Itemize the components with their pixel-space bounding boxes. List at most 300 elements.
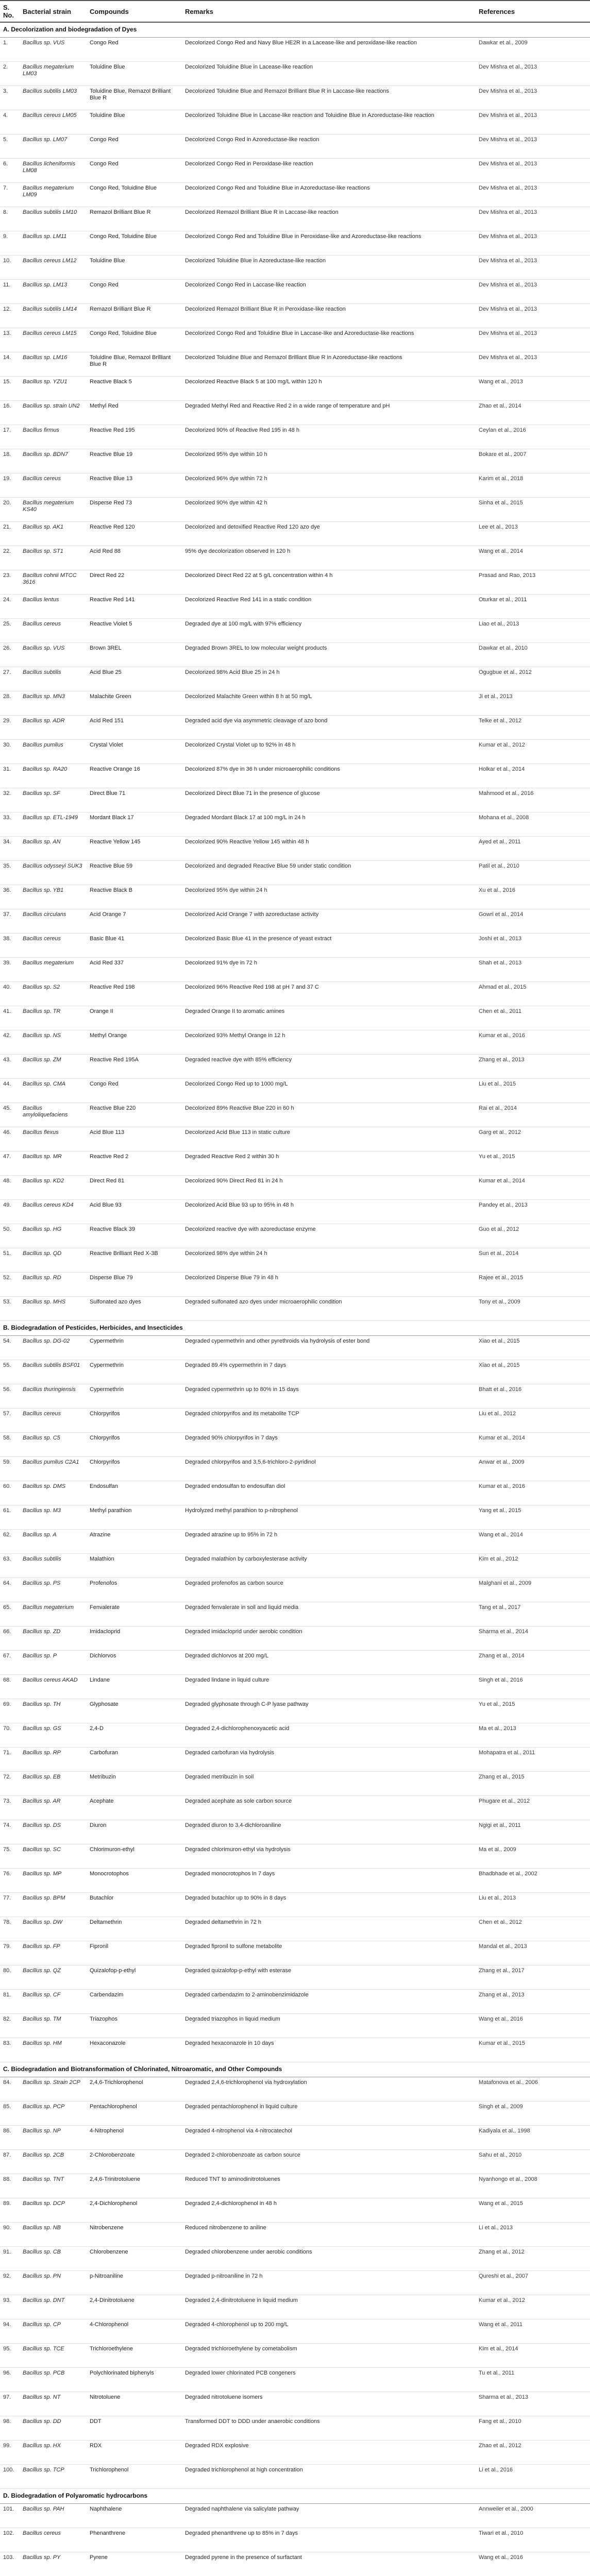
table-row	[0, 1990, 590, 2014]
cell-reference: Anwar et al., 2009	[476, 1457, 590, 1481]
cell-reference: Qureshi et al., 2007	[476, 2271, 590, 2295]
cell-sno: 47.	[0, 1151, 20, 1176]
cell-reference: Xiao et al., 2015	[476, 1336, 590, 1360]
cell-remarks: Decolorized Direct Red 22 at 5 g/L concentration within 4 h	[182, 570, 476, 595]
cell-sno: 94.	[0, 2319, 20, 2344]
cell-compound: Chlorpyrifos	[87, 1409, 182, 1433]
cell-bacterial-strain: Bacillus sp. DS	[20, 1820, 87, 1844]
cell-reference: Shah et al., 2013	[476, 958, 590, 982]
table-row	[0, 2174, 590, 2198]
cell-bacterial-strain: Bacillus sp. LM16	[20, 352, 87, 377]
cell-reference: Ngigi et al., 2011	[476, 1820, 590, 1844]
table-row	[0, 2392, 590, 2416]
cell-compound: Acephate	[87, 1796, 182, 1820]
table-row	[0, 1006, 590, 1030]
cell-remarks: Decolorized 96% Reactive Red 198 at pH 7 and 37 C	[182, 982, 476, 1006]
cell-reference: Kumar et al., 2012	[476, 2295, 590, 2319]
cell-bacterial-strain: Bacillus sp. DCP	[20, 2198, 87, 2223]
cell-sno: 56.	[0, 1384, 20, 1409]
cell-reference: Zhang et al., 2015	[476, 1772, 590, 1796]
table-row	[0, 1941, 590, 1965]
table-row	[0, 619, 590, 643]
cell-bacterial-strain: Bacillus megaterium LM03	[20, 62, 87, 86]
cell-reference: Zhao et al., 2012	[476, 2441, 590, 2465]
cell-remarks: Degraded carbendazim to 2-aminobenzimidazole	[182, 1990, 476, 2014]
cell-remarks: Degraded chlorobenzene under aerobic conditions	[182, 2247, 476, 2271]
cell-sno: 8.	[0, 207, 20, 231]
table-row	[0, 1675, 590, 1699]
table-row	[0, 667, 590, 691]
cell-sno: 25.	[0, 619, 20, 643]
cell-reference: Kumar et al., 2012	[476, 740, 590, 764]
cell-remarks: Degraded imidacloprid under aerobic condition	[182, 1626, 476, 1651]
cell-reference: Zhang et al., 2012	[476, 2247, 590, 2271]
cell-bacterial-strain: Bacillus cereus LM15	[20, 328, 87, 352]
cell-bacterial-strain: Bacillus odysseyi SUK3	[20, 861, 87, 885]
cell-reference: Liu et al., 2012	[476, 1409, 590, 1433]
cell-sno: 61.	[0, 1505, 20, 1530]
cell-bacterial-strain: Bacillus firmus	[20, 425, 87, 449]
cell-compound: Acid Red 337	[87, 958, 182, 982]
cell-sno: 9.	[0, 231, 20, 256]
table-row	[0, 1176, 590, 1200]
table-row	[0, 2465, 590, 2489]
cell-sno: 92.	[0, 2271, 20, 2295]
cell-sno: 37.	[0, 909, 20, 934]
cell-compound: Direct Red 81	[87, 1176, 182, 1200]
cell-bacterial-strain: Bacillus subtilis	[20, 667, 87, 691]
cell-bacterial-strain: Bacillus subtilis BSF01	[20, 1360, 87, 1384]
cell-sno: 59.	[0, 1457, 20, 1481]
cell-reference: Tony et al., 2009	[476, 1297, 590, 1321]
table-row	[0, 982, 590, 1006]
cell-sno: 31.	[0, 764, 20, 788]
table-row	[0, 1869, 590, 1893]
cell-bacterial-strain: Bacillus sp. QD	[20, 1248, 87, 1273]
cell-compound: Reactive Yellow 145	[87, 837, 182, 861]
cell-reference: Holkar et al., 2014	[476, 764, 590, 788]
table-row	[0, 1651, 590, 1675]
cell-remarks: Degraded triazophos in liquid medium	[182, 2014, 476, 2038]
table-row	[0, 473, 590, 498]
cell-remarks: Decolorized 90% Direct Red 81 in 24 h	[182, 1176, 476, 1200]
cell-remarks: Decolorized 87% dye in 36 h under microaerophilic conditions	[182, 764, 476, 788]
cell-bacterial-strain: Bacillus sp. VUS	[20, 38, 87, 62]
cell-sno: 27.	[0, 667, 20, 691]
cell-bacterial-strain: Bacillus sp. CB	[20, 2247, 87, 2271]
cell-sno: 93.	[0, 2295, 20, 2319]
cell-sno: 95.	[0, 2344, 20, 2368]
table-row	[0, 280, 590, 304]
cell-sno: 60.	[0, 1481, 20, 1505]
cell-remarks: Decolorized and degraded Reactive Blue 59 under static condition	[182, 861, 476, 885]
cell-reference: Bokare et al., 2007	[476, 449, 590, 473]
table-row	[0, 1844, 590, 1869]
cell-reference: Dev Mishra et al., 2013	[476, 304, 590, 328]
cell-sno: 98.	[0, 2416, 20, 2441]
cell-remarks: Degraded Mordant Black 17 at 100 mg/L in 24 h	[182, 812, 476, 837]
cell-remarks: Decolorized 95% dye within 24 h	[182, 885, 476, 909]
cell-reference: Telke et al., 2012	[476, 716, 590, 740]
cell-sno: 75.	[0, 1844, 20, 1869]
cell-sno: 77.	[0, 1893, 20, 1917]
section-header-row	[0, 1321, 590, 1336]
cell-remarks: Decolorized 96% dye within 72 h	[182, 473, 476, 498]
cell-sno: 100.	[0, 2465, 20, 2489]
cell-reference: Annweiler et al., 2000	[476, 2504, 590, 2528]
cell-bacterial-strain: Bacillus sp. TCE	[20, 2344, 87, 2368]
table-row	[0, 1457, 590, 1481]
cell-remarks: Decolorized 90% of Reactive Red 195 in 48 h	[182, 425, 476, 449]
cell-remarks: Degraded quizalofop-p-ethyl with esterase	[182, 1965, 476, 1990]
cell-bacterial-strain: Bacillus sp. KD2	[20, 1176, 87, 1200]
section-title: D. Biodegradation of Polyaromatic hydrocarbons	[0, 2489, 590, 2504]
cell-bacterial-strain: Bacillus sp. SF	[20, 788, 87, 812]
cell-compound: Carbendazim	[87, 1990, 182, 2014]
cell-remarks: Degraded reactive dye with 85% efficiency	[182, 1055, 476, 1079]
cell-reference: Singh et al., 2016	[476, 1675, 590, 1699]
header-references: References	[476, 1, 590, 22]
cell-sno: 49.	[0, 1200, 20, 1224]
cell-sno: 17.	[0, 425, 20, 449]
cell-remarks: Degraded Reactive Red 2 within 30 h	[182, 1151, 476, 1176]
table-row	[0, 1965, 590, 1990]
cell-reference: Guo et al., 2012	[476, 1224, 590, 1248]
cell-sno: 68.	[0, 1675, 20, 1699]
cell-compound: Congo Red	[87, 38, 182, 62]
cell-reference: Nyanhongo et al., 2008	[476, 2174, 590, 2198]
cell-remarks: Degraded sulfonated azo dyes under microaerophilic condition	[182, 1297, 476, 1321]
cell-sno: 33.	[0, 812, 20, 837]
cell-remarks: Decolorized Congo Red in Peroxidase-like reaction	[182, 159, 476, 183]
cell-compound: Cypermethrin	[87, 1384, 182, 1409]
cell-compound: Atrazine	[87, 1530, 182, 1554]
cell-bacterial-strain: Bacillus sp. HG	[20, 1224, 87, 1248]
cell-bacterial-strain: Bacillus cereus LM12	[20, 256, 87, 280]
cell-reference: Kadiyala et al., 1998	[476, 2126, 590, 2150]
cell-remarks: Decolorized 93% Methyl Orange in 12 h	[182, 1030, 476, 1055]
table-row	[0, 837, 590, 861]
table-body	[0, 22, 590, 2576]
cell-compound: Butachlor	[87, 1893, 182, 1917]
cell-bacterial-strain: Bacillus megaterium	[20, 1602, 87, 1626]
table-row	[0, 1248, 590, 1273]
cell-bacterial-strain: Bacillus sp. PCP	[20, 2102, 87, 2126]
cell-reference: Rai et al., 2014	[476, 1103, 590, 1127]
table-row	[0, 1893, 590, 1917]
cell-sno: 91.	[0, 2247, 20, 2271]
table-row	[0, 1723, 590, 1748]
cell-reference: Dev Mishra et al., 2013	[476, 231, 590, 256]
cell-compound: Dichlorvos	[87, 1651, 182, 1675]
cell-compound: Reactive Brilliant Red X-3B	[87, 1248, 182, 1273]
cell-remarks: Decolorized 90% Reactive Yellow 145 within 48 h	[182, 837, 476, 861]
table-row	[0, 2038, 590, 2062]
cell-compound: Chlorimuron-ethyl	[87, 1844, 182, 1869]
cell-compound: Imidacloprid	[87, 1626, 182, 1651]
cell-bacterial-strain: Bacillus sp. LM07	[20, 134, 87, 159]
table-row	[0, 231, 590, 256]
cell-compound: Glyphosate	[87, 1699, 182, 1723]
cell-remarks: Reduced nitrobenzene to aniline	[182, 2223, 476, 2247]
cell-compound: Reactive Violet 5	[87, 619, 182, 643]
cell-sno: 14.	[0, 352, 20, 377]
cell-reference: Dev Mishra et al., 2013	[476, 183, 590, 207]
cell-remarks: Decolorized reactive dye with azoreductase enzyme	[182, 1224, 476, 1248]
cell-bacterial-strain: Bacillus cohnii MTCC 3616	[20, 570, 87, 595]
cell-bacterial-strain: Bacillus cereus LM05	[20, 110, 87, 134]
table-row	[0, 788, 590, 812]
cell-remarks: Decolorized Malachite Green within 8 h at 50 mg/L	[182, 691, 476, 716]
table-row	[0, 1079, 590, 1103]
cell-bacterial-strain: Bacillus sp. M3	[20, 1505, 87, 1530]
cell-sno: 5.	[0, 134, 20, 159]
cell-sno: 4.	[0, 110, 20, 134]
table-row	[0, 1505, 590, 1530]
cell-reference: Dawkar et al., 2009	[476, 38, 590, 62]
cell-bacterial-strain: Bacillus sp. A	[20, 1530, 87, 1554]
cell-bacterial-strain: Bacillus sp. MR	[20, 1151, 87, 1176]
cell-remarks: Decolorized Toluidine Blue in Laccase-like reaction and Toluidine Blue in Azoreductase-like reaction	[182, 110, 476, 134]
cell-reference: Liu et al., 2013	[476, 1893, 590, 1917]
cell-remarks: Degraded 89.4% cypermethrin in 7 days	[182, 1360, 476, 1384]
cell-reference: Chen et al., 2011	[476, 1006, 590, 1030]
cell-sno: 72.	[0, 1772, 20, 1796]
cell-sno: 96.	[0, 2368, 20, 2392]
table-row	[0, 1578, 590, 1602]
table-row	[0, 159, 590, 183]
section-title: B. Biodegradation of Pesticides, Herbicides, and Insecticides	[0, 1321, 590, 1336]
cell-sno: 20.	[0, 498, 20, 522]
cell-bacterial-strain: Bacillus sp. PAH	[20, 2504, 87, 2528]
cell-sno: 7.	[0, 183, 20, 207]
cell-sno: 80.	[0, 1965, 20, 1990]
cell-bacterial-strain: Bacillus circulans	[20, 909, 87, 934]
table-row	[0, 2528, 590, 2552]
cell-bacterial-strain: Bacillus sp. RP	[20, 1748, 87, 1772]
table-row	[0, 2319, 590, 2344]
cell-reference: Li et al., 2013	[476, 2223, 590, 2247]
cell-remarks: Degraded 4-chlorophenol up to 200 mg/L	[182, 2319, 476, 2344]
cell-reference: Sharma et al., 2014	[476, 1626, 590, 1651]
cell-bacterial-strain: Bacillus sp. EB	[20, 1772, 87, 1796]
cell-sno: 55.	[0, 1360, 20, 1384]
cell-sno: 16.	[0, 401, 20, 425]
cell-sno: 97.	[0, 2392, 20, 2416]
table-row	[0, 256, 590, 280]
cell-bacterial-strain: Bacillus sp. PY	[20, 2552, 87, 2576]
cell-compound: Congo Red	[87, 280, 182, 304]
cell-bacterial-strain: Bacillus sp. DD	[20, 2416, 87, 2441]
cell-remarks: Degraded glyphosate through C-P lyase pathway	[182, 1699, 476, 1723]
cell-reference: Ma et al., 2009	[476, 1844, 590, 1869]
cell-compound: Direct Red 22	[87, 570, 182, 595]
cell-reference: Yu et al., 2015	[476, 1699, 590, 1723]
cell-remarks: Decolorized Toluidine Blue and Remazol Brilliant Blue R in Azoreductase-like reactions	[182, 352, 476, 377]
cell-reference: Wang et al., 2013	[476, 377, 590, 401]
table-row	[0, 1297, 590, 1321]
cell-compound: Toluidine Blue, Remazol Brilliant Blue R	[87, 352, 182, 377]
cell-reference: Phugare et al., 2012	[476, 1796, 590, 1820]
cell-sno: 36.	[0, 885, 20, 909]
table-row	[0, 934, 590, 958]
table-row	[0, 958, 590, 982]
cell-bacterial-strain: Bacillus lentus	[20, 595, 87, 619]
cell-reference: Prasad and Rao, 2013	[476, 570, 590, 595]
cell-reference: Wang et al., 2014	[476, 546, 590, 570]
cell-reference: Kumar et al., 2014	[476, 1176, 590, 1200]
cell-compound: Congo Red	[87, 1079, 182, 1103]
cell-sno: 29.	[0, 716, 20, 740]
section-header-row	[0, 2489, 590, 2504]
cell-remarks: Degraded 2-chlorobenzoate as carbon source	[182, 2150, 476, 2174]
cell-bacterial-strain: Bacillus sp. P	[20, 1651, 87, 1675]
cell-sno: 19.	[0, 473, 20, 498]
cell-reference: Dev Mishra et al., 2013	[476, 86, 590, 110]
cell-compound: Congo Red, Toluidine Blue	[87, 231, 182, 256]
cell-reference: Sun et al., 2014	[476, 1248, 590, 1273]
cell-bacterial-strain: Bacillus sp. C5	[20, 1433, 87, 1457]
cell-remarks: Decolorized Basic Blue 41 in the presence of yeast extract	[182, 934, 476, 958]
cell-remarks: Degraded acid dye via asymmetric cleavage of azo bond	[182, 716, 476, 740]
cell-bacterial-strain: Bacillus cereus	[20, 473, 87, 498]
cell-compound: Crystal Violet	[87, 740, 182, 764]
cell-sno: 99.	[0, 2441, 20, 2465]
table-row	[0, 2504, 590, 2528]
cell-bacterial-strain: Bacillus megaterium KS40	[20, 498, 87, 522]
table-row	[0, 861, 590, 885]
cell-compound: Reactive Blue 19	[87, 449, 182, 473]
cell-sno: 88.	[0, 2174, 20, 2198]
table-row	[0, 425, 590, 449]
cell-sno: 103.	[0, 2552, 20, 2576]
cell-reference: Wang et al., 2014	[476, 1530, 590, 1554]
cell-sno: 69.	[0, 1699, 20, 1723]
cell-reference: Ahmad et al., 2015	[476, 982, 590, 1006]
cell-bacterial-strain: Bacillus subtilis LM14	[20, 304, 87, 328]
cell-reference: Wang et al., 2011	[476, 2319, 590, 2344]
cell-reference: Sahu et al., 2010	[476, 2150, 590, 2174]
cell-bacterial-strain: Bacillus subtilis LM10	[20, 207, 87, 231]
cell-bacterial-strain: Bacillus licheniformis LM08	[20, 159, 87, 183]
cell-remarks: Degraded 2,4,6-trichlorophenol via hydroxylation	[182, 2077, 476, 2102]
cell-bacterial-strain: Bacillus sp. NS	[20, 1030, 87, 1055]
cell-compound: Reactive Black 39	[87, 1224, 182, 1248]
cell-compound: Toluidine Blue, Remazol Brilliant Blue R	[87, 86, 182, 110]
cell-sno: 32.	[0, 788, 20, 812]
cell-reference: Dev Mishra et al., 2013	[476, 207, 590, 231]
cell-reference: Tu et al., 2011	[476, 2368, 590, 2392]
table-row	[0, 885, 590, 909]
cell-sno: 2.	[0, 62, 20, 86]
cell-bacterial-strain: Bacillus sp. ADR	[20, 716, 87, 740]
cell-compound: 2,4,6-Trichlorophenol	[87, 2077, 182, 2102]
cell-sno: 76.	[0, 1869, 20, 1893]
table-row	[0, 1820, 590, 1844]
cell-compound: Acid Red 151	[87, 716, 182, 740]
cell-remarks: Reduced TNT to aminodinitrotoluenes	[182, 2174, 476, 2198]
cell-bacterial-strain: Bacillus cereus	[20, 1409, 87, 1433]
cell-bacterial-strain: Bacillus sp. DMS	[20, 1481, 87, 1505]
cell-bacterial-strain: Bacillus sp. MP	[20, 1869, 87, 1893]
table-row	[0, 2150, 590, 2174]
cell-compound: Fipronil	[87, 1941, 182, 1965]
cell-bacterial-strain: Bacillus sp. Strain 2CP	[20, 2077, 87, 2102]
cell-remarks: Decolorized 98% dye within 24 h	[182, 1248, 476, 1273]
cell-reference: Karim et al., 2018	[476, 473, 590, 498]
cell-sno: 26.	[0, 643, 20, 667]
cell-reference: Liu et al., 2015	[476, 1079, 590, 1103]
cell-bacterial-strain: Bacillus amyloliquefaciens	[20, 1103, 87, 1127]
cell-reference: Kumar et al., 2016	[476, 1030, 590, 1055]
cell-compound: Malathion	[87, 1554, 182, 1578]
cell-sno: 85.	[0, 2102, 20, 2126]
section-title: A. Decolorization and biodegradation of Dyes	[0, 22, 590, 38]
cell-reference: Dev Mishra et al., 2013	[476, 280, 590, 304]
cell-compound: 4-Chlorophenol	[87, 2319, 182, 2344]
cell-reference: Li et al., 2016	[476, 2465, 590, 2489]
table-row	[0, 449, 590, 473]
cell-reference: Sharma et al., 2013	[476, 2392, 590, 2416]
cell-reference: Pandey et al., 2013	[476, 1200, 590, 1224]
cell-remarks: Degraded fipronil to sulfone metabolite	[182, 1941, 476, 1965]
cell-reference: Rajee et al., 2015	[476, 1273, 590, 1297]
cell-remarks: Degraded diuron to 3,4-dichloroaniline	[182, 1820, 476, 1844]
cell-sno: 30.	[0, 740, 20, 764]
cell-sno: 78.	[0, 1917, 20, 1941]
table-row	[0, 2014, 590, 2038]
cell-compound: Lindane	[87, 1675, 182, 1699]
cell-bacterial-strain: Bacillus sp. TR	[20, 1006, 87, 1030]
table-row	[0, 1384, 590, 1409]
cell-remarks: Decolorized Congo Red and Navy Blue HE2R in a Lacease-like and peroxidase-like reaction	[182, 38, 476, 62]
cell-sno: 28.	[0, 691, 20, 716]
cell-bacterial-strain: Bacillus subtilis LM03	[20, 86, 87, 110]
cell-reference: Oturkar et al., 2011	[476, 595, 590, 619]
cell-sno: 66.	[0, 1626, 20, 1651]
cell-sno: 90.	[0, 2223, 20, 2247]
cell-sno: 53.	[0, 1297, 20, 1321]
cell-bacterial-strain: Bacillus sp. CP	[20, 2319, 87, 2344]
table-row	[0, 1699, 590, 1723]
cell-bacterial-strain: Bacillus sp. DNT	[20, 2295, 87, 2319]
cell-sno: 24.	[0, 595, 20, 619]
table-row	[0, 643, 590, 667]
cell-remarks: Decolorized Congo Red up to 1000 mg/L	[182, 1079, 476, 1103]
section-title: C. Biodegradation and Biotransformation of Chlorinated, Nitroaromatic, and Other Compounds	[0, 2062, 590, 2077]
table-row	[0, 377, 590, 401]
table-row	[0, 2077, 590, 2102]
cell-compound: Basic Blue 41	[87, 934, 182, 958]
cell-compound: Sulfonated azo dyes	[87, 1297, 182, 1321]
cell-bacterial-strain: Bacillus sp. S2	[20, 982, 87, 1006]
cell-remarks: Degraded cypermethrin and other pyrethroids via hydrolysis of ester bond	[182, 1336, 476, 1360]
table-row	[0, 909, 590, 934]
cell-reference: Wang et al., 2016	[476, 2014, 590, 2038]
cell-sno: 23.	[0, 570, 20, 595]
cell-compound: Orange II	[87, 1006, 182, 1030]
cell-remarks: Decolorized Direct Blue 71 in the presence of glucose	[182, 788, 476, 812]
cell-reference: Zhao et al., 2014	[476, 401, 590, 425]
cell-sno: 65.	[0, 1602, 20, 1626]
cell-reference: Mohana et al., 2008	[476, 812, 590, 837]
cell-compound: Reactive Red 195	[87, 425, 182, 449]
table-row	[0, 1103, 590, 1127]
cell-remarks: Decolorized Congo Red in Laccase-like reaction	[182, 280, 476, 304]
cell-remarks: Degraded trichlorophenol at high concentration	[182, 2465, 476, 2489]
cell-sno: 58.	[0, 1433, 20, 1457]
cell-bacterial-strain: Bacillus sp. NT	[20, 2392, 87, 2416]
